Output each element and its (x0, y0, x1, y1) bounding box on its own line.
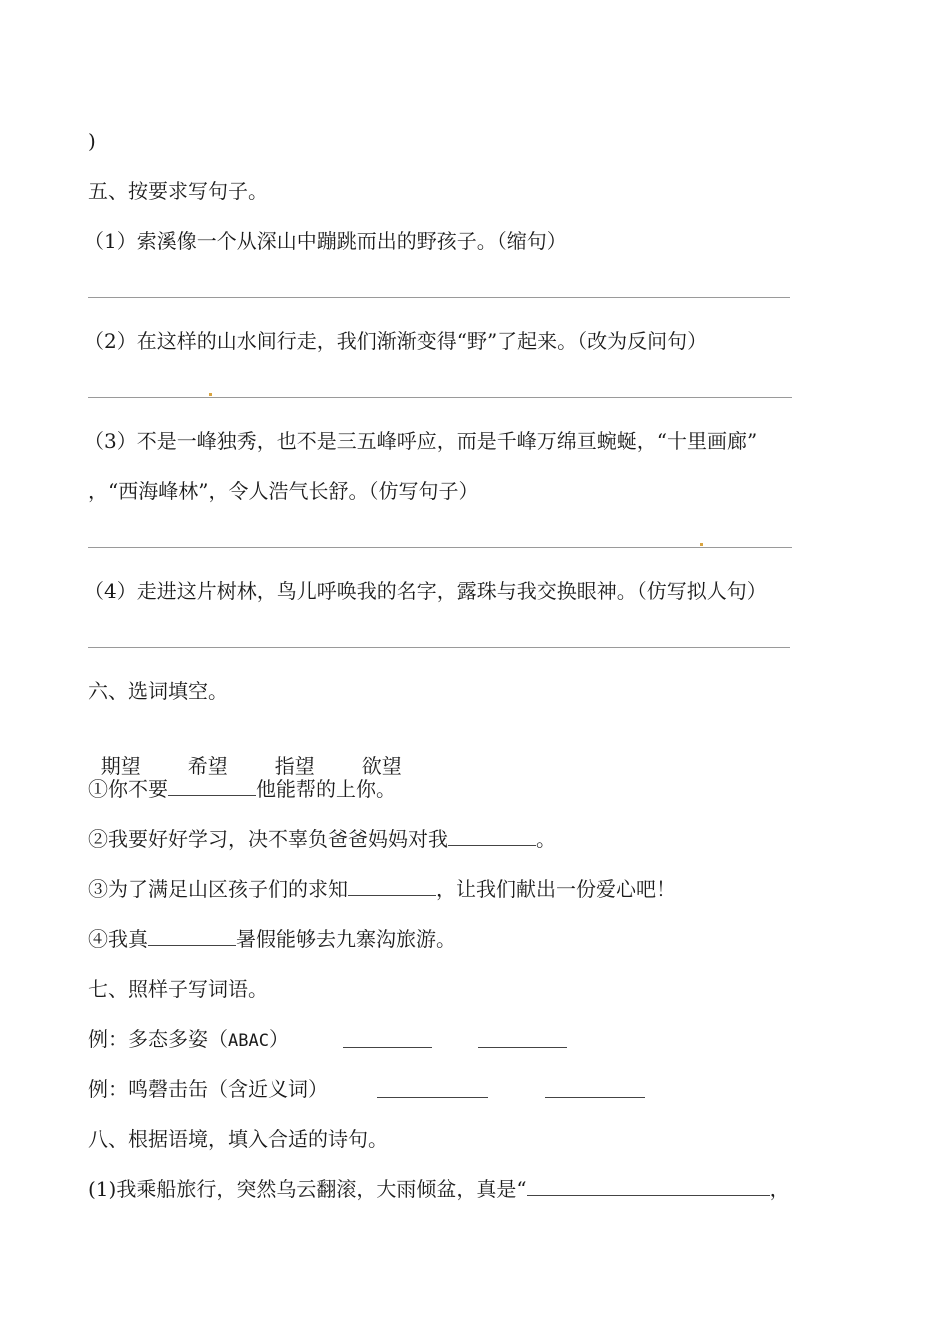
fill-blank-3[interactable] (348, 877, 436, 896)
answer-line-1[interactable] (88, 297, 790, 298)
fill-item-1-text-a: ①你不要 (88, 777, 168, 801)
poem-item-1 (88, 1176, 790, 1202)
s5-question-4: （4）走进这片树林，鸟儿呼唤我的名字，露珠与我交换眼神。（仿写拟人句） (84, 579, 767, 603)
fragment-paren: ) (88, 129, 96, 153)
s5-question-2: （2）在这样的山水间行走，我们渐渐变得“野”了起来。（改为反问句） (84, 329, 708, 353)
answer-line-2[interactable] (88, 397, 792, 398)
word-blank-3[interactable] (377, 1097, 488, 1098)
fill-item-3 (88, 876, 676, 902)
fill-item-2 (88, 826, 556, 852)
poem-item-1-text: (1)我乘船旅行，突然乌云翻滚，大雨倾盆，真是“ (88, 1177, 527, 1201)
word-bank (88, 727, 402, 779)
speck-mark (209, 393, 212, 396)
fill-blank-1[interactable] (168, 777, 256, 796)
section-5-heading: 五、按要求写句子。 (88, 179, 268, 203)
fill-item-3-text-b: ，让我们献出一份爱心吧！ (436, 877, 676, 901)
answer-line-4[interactable] (88, 647, 790, 648)
fill-blank-2[interactable] (448, 827, 536, 846)
section-6-heading: 六、选词填空。 (88, 679, 228, 703)
word-option: 期望 (100, 754, 141, 778)
example-2: 例：鸣磬击缶（含近义词） (88, 1077, 328, 1101)
example-1-pattern: ABAC (228, 1031, 269, 1051)
fill-item-4-text-b: 暑假能够去九寨沟旅游。 (236, 927, 456, 951)
s5-question-3-line-2: ，“西海峰林”，令人浩气长舒。（仿写句子） (88, 479, 479, 503)
s5-question-1: （1）索溪像一个从深山中蹦跳而出的野孩子。（缩句） (84, 229, 567, 253)
section-7-heading: 七、照样子写词语。 (88, 977, 268, 1001)
section-8-heading: 八、根据语境，填入合适的诗句。 (88, 1127, 388, 1151)
example-1-text: 例：多态多姿（ (88, 1027, 228, 1051)
fill-item-1-text-b: 他能帮的上你。 (256, 777, 396, 801)
answer-line-3[interactable] (88, 547, 792, 548)
example-1 (88, 1026, 289, 1054)
poem-blank-1[interactable] (527, 1177, 770, 1196)
fill-blank-4[interactable] (148, 927, 236, 946)
poem-item-1-comma: ， (769, 1177, 790, 1201)
word-blank-2[interactable] (478, 1047, 567, 1048)
fill-item-1 (88, 776, 396, 802)
fill-item-2-text-b: 。 (536, 827, 556, 851)
word-option: 指望 (274, 754, 315, 778)
s5-question-3-line-1: （3）不是一峰独秀，也不是三五峰呼应，而是千峰万绵亘蜿蜒，“十里画廊” (84, 429, 758, 453)
fill-item-4 (88, 926, 456, 952)
fill-item-3-text-a: ③为了满足山区孩子们的求知 (88, 877, 348, 901)
word-blank-4[interactable] (545, 1097, 645, 1098)
speck-mark (700, 543, 703, 546)
word-option: 希望 (187, 754, 228, 778)
word-blank-1[interactable] (343, 1047, 432, 1048)
example-1-close: ） (268, 1027, 289, 1051)
fill-item-4-text-a: ④我真 (88, 927, 148, 951)
fill-item-2-text-a: ②我要好好学习，决不辜负爸爸妈妈对我 (88, 827, 448, 851)
word-option: 欲望 (361, 754, 402, 778)
